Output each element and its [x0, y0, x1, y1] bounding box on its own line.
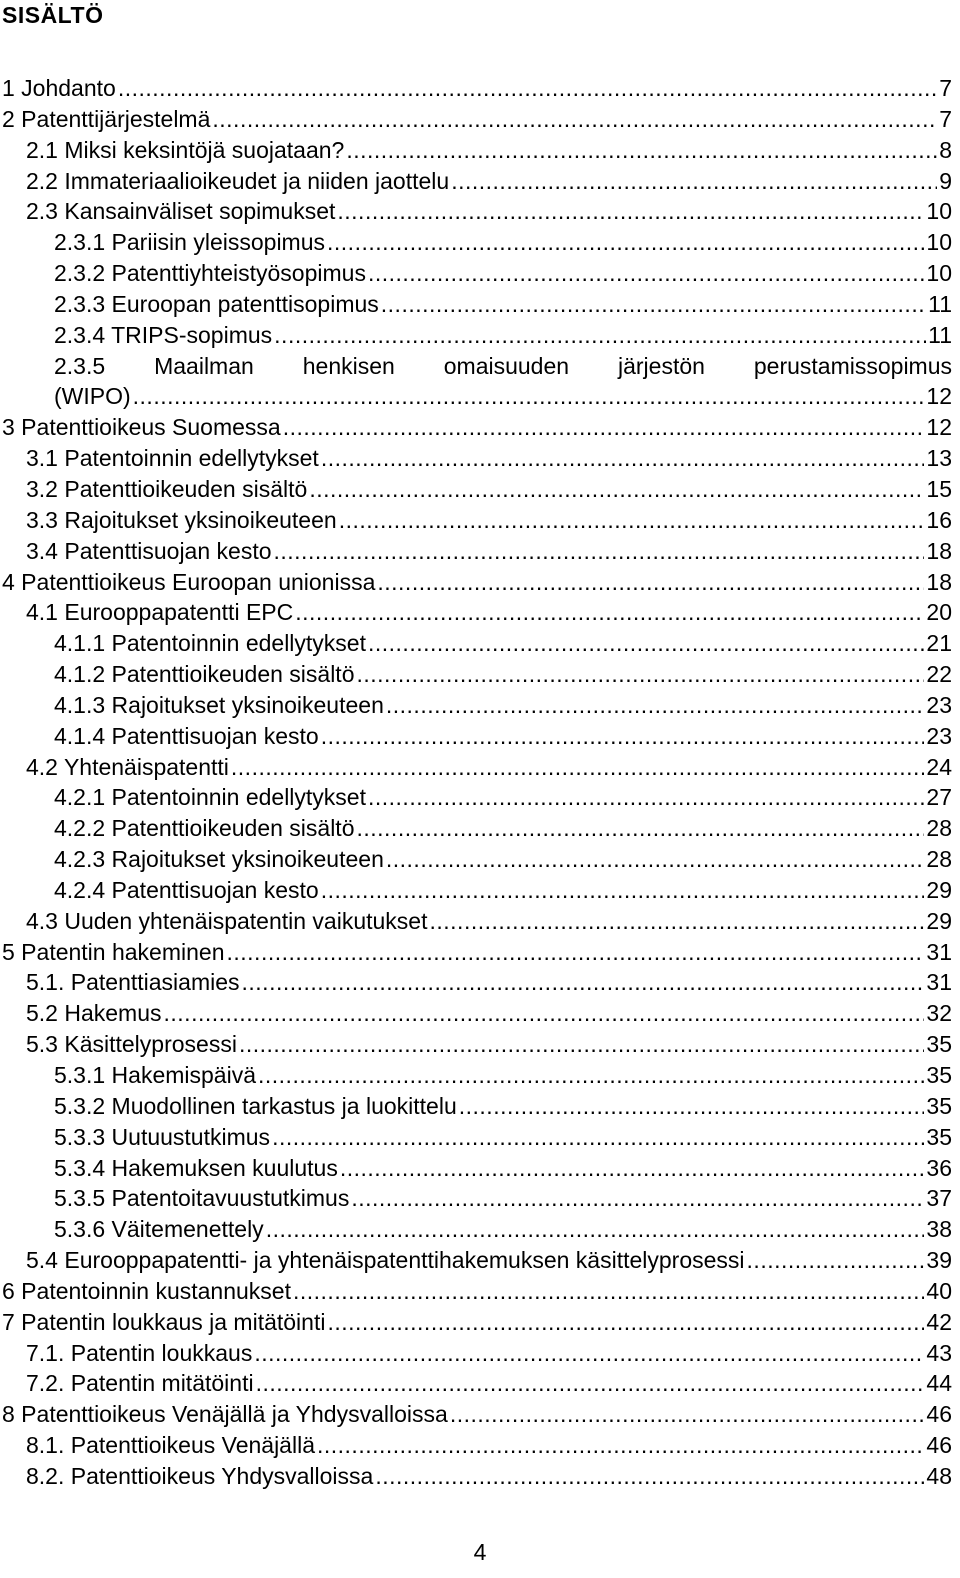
toc-entry[interactable] [0, 1245, 952, 1276]
toc-entry-page: 40 [926, 1277, 952, 1304]
toc-entry-title: 2.2 Immateriaalioikeudet ja niiden jaottelu [26, 167, 450, 194]
toc-entry-title: 3.1 Patentoinnin edellytykset [26, 445, 319, 472]
toc-entry-title: 4.2.4 Patenttisuojan kesto [54, 876, 319, 903]
toc-entry-page: 38 [926, 1216, 952, 1243]
toc-entry-title: 4.1.4 Patenttisuojan kesto [54, 722, 319, 749]
toc-entry-page: 39 [926, 1247, 952, 1274]
toc-entry-page: 27 [926, 784, 952, 811]
toc-entry-page: 22 [926, 661, 952, 688]
toc-entry[interactable] [0, 1060, 952, 1091]
toc-entry[interactable] [0, 1214, 952, 1245]
toc-entry-title: 4.1.3 Rajoitukset yksinoikeuteen [54, 691, 384, 718]
toc-entry[interactable] [0, 1276, 952, 1307]
toc-entry-page: 31 [926, 969, 952, 996]
toc-entry-title: 5.3.1 Hakemispäivä [54, 1062, 256, 1088]
page-number: 4 [473, 1539, 487, 1565]
toc-entry-title: 2.3.1 Pariisin yleissopimus [54, 229, 326, 256]
toc-entry-page: 11 [928, 321, 952, 348]
toc-entry-title: 5.2 Hakemus [26, 1000, 162, 1027]
toc-entry-page: 37 [926, 1185, 952, 1212]
toc-entry-title: 7 Patentin loukkaus ja mitätöinti [2, 1308, 326, 1335]
toc-dot-leader [327, 1307, 924, 1338]
toc-entry-title: 2.3.5 Maailman henkisen omaisuuden järjestön perustamissopimus [54, 352, 952, 379]
toc-entry-title: 2.1 Miksi keksintöjä suojataan? [26, 136, 345, 163]
toc-entry[interactable] [0, 937, 952, 968]
toc-entry[interactable] [0, 782, 952, 813]
toc-entry[interactable] [0, 227, 952, 258]
toc-entry-page: 43 [926, 1339, 952, 1366]
toc-dot-leader [339, 505, 925, 536]
toc-entry[interactable] [0, 412, 952, 443]
toc-dot-leader [337, 196, 924, 227]
toc-entry-page: 28 [926, 815, 952, 842]
toc-entry-page: 11 [928, 290, 952, 317]
toc-entry-title: 2.3 Kansainväliset sopimukset [26, 198, 336, 225]
toc-entry-title: 5.3.3 Uutuustutkimus [54, 1123, 271, 1150]
toc-entry-title: 8.2. Patenttioikeus Yhdysvalloissa [26, 1462, 374, 1489]
toc-entry-page: 35 [926, 1031, 952, 1058]
toc-entry-title-continuation: (WIPO) [54, 383, 131, 410]
toc-dot-leader [747, 1245, 925, 1276]
toc-entry[interactable] [0, 104, 952, 135]
toc-entry[interactable] [0, 1430, 952, 1461]
toc-entry[interactable] [0, 875, 952, 906]
toc-entry[interactable] [0, 906, 952, 937]
toc-dot-leader [317, 1430, 924, 1461]
toc-dot-leader [368, 782, 924, 813]
toc-dot-leader [133, 381, 925, 412]
toc-entry[interactable] [0, 567, 952, 598]
toc-entry[interactable] [0, 752, 952, 783]
toc-entry[interactable] [0, 443, 952, 474]
toc-entry-page: 24 [926, 753, 952, 780]
toc-entry-page: 16 [926, 506, 952, 533]
toc-entry-title: 2.3.2 Patenttiyhteistyösopimus [54, 260, 366, 287]
toc-entry[interactable] [0, 1307, 952, 1338]
toc-entry-title: 5.3.5 Patentoitavuustutkimus [54, 1185, 350, 1212]
toc-entry-page: 31 [926, 938, 952, 965]
toc-entry-title: 5.3 Käsittelyprosessi [26, 1031, 237, 1058]
toc-entry[interactable] [0, 166, 952, 197]
toc-entry[interactable] [0, 659, 952, 690]
toc-entry-title: 3.4 Patenttisuojan kesto [26, 537, 272, 564]
toc-dot-leader [386, 690, 925, 721]
toc-entry[interactable] [0, 1183, 952, 1214]
toc-entry-title: 3.2 Patenttioikeuden sisältö [26, 475, 308, 502]
toc-entry-title: 4 Patenttioikeus Euroopan unionissa [2, 568, 376, 595]
toc-entry-title: 2.3.3 Euroopan patenttisopimus [54, 290, 379, 317]
toc-entry[interactable] [0, 1153, 952, 1184]
toc-entry[interactable] [0, 1091, 952, 1122]
toc-dot-leader [274, 536, 925, 567]
toc-entry-continuation[interactable] [0, 381, 952, 412]
toc-entry-page: 35 [926, 1092, 952, 1119]
toc-entry-page: 7 [939, 75, 952, 101]
toc-entry-title: 2 Patenttijärjestelmä [2, 105, 211, 132]
toc-entry-page: 15 [926, 475, 952, 502]
toc-entry-title: 5 Patentin hakeminen [2, 938, 225, 965]
toc-entry-title: 4.1.2 Patenttioikeuden sisältö [54, 661, 355, 688]
toc-dot-leader [256, 1368, 925, 1399]
toc-dot-leader [356, 813, 924, 844]
toc-entry[interactable] [0, 1338, 952, 1369]
toc-dot-leader [212, 104, 937, 135]
toc-entry[interactable] [0, 597, 952, 628]
toc-dot-leader [254, 1338, 924, 1369]
toc-dot-leader [258, 1060, 924, 1091]
toc-dot-leader [381, 289, 926, 320]
toc-entry-title: 2.3.4 TRIPS-sopimus [54, 321, 273, 348]
toc-entry[interactable] [0, 505, 952, 536]
toc-dot-leader [346, 135, 937, 166]
toc-entry[interactable] [0, 1029, 952, 1060]
toc-entry-page: 8 [939, 136, 952, 163]
toc-entry-page: 35 [926, 1062, 952, 1088]
toc-entry[interactable] [0, 844, 952, 875]
toc-dot-leader [118, 73, 937, 104]
toc-entry-page: 46 [926, 1401, 952, 1428]
toc-entry[interactable] [0, 813, 952, 844]
toc-entry[interactable] [0, 320, 952, 351]
toc-dot-leader [386, 844, 925, 875]
toc-entry-page: 13 [926, 445, 952, 472]
toc-dot-leader [295, 597, 924, 628]
toc-dot-leader [293, 1276, 924, 1307]
toc-dot-leader [459, 1091, 925, 1122]
toc-dot-leader [231, 752, 925, 783]
toc-dot-leader [321, 721, 925, 752]
toc-entry-page: 12 [926, 383, 952, 410]
toc-entry-page: 35 [926, 1123, 952, 1150]
toc-entry-page: 23 [926, 691, 952, 718]
toc-dot-leader [327, 227, 924, 258]
toc-entry-page: 12 [926, 414, 952, 441]
toc-entry[interactable] [0, 289, 952, 320]
toc-entry[interactable] [0, 258, 952, 289]
toc-entry-title: 4.2.2 Patenttioikeuden sisältö [54, 815, 355, 842]
toc-dot-leader [368, 258, 924, 289]
toc-entry[interactable] [0, 536, 952, 567]
toc-entry-page: 7 [939, 105, 952, 132]
toc-entry-title: 4.2 Yhtenäispatentti [26, 753, 229, 780]
toc-entry[interactable] [0, 998, 952, 1029]
toc-dot-leader [274, 320, 926, 351]
toc-dot-leader [321, 875, 925, 906]
toc-dot-leader [272, 1122, 924, 1153]
toc-entry[interactable] [0, 721, 952, 752]
toc-entry[interactable] [0, 196, 952, 227]
toc-dot-leader [321, 443, 925, 474]
toc-dot-leader [375, 1461, 924, 1492]
table-of-contents [0, 73, 952, 1492]
toc-entry[interactable] [0, 967, 952, 998]
toc-dot-leader [351, 1183, 924, 1214]
toc-dot-leader [430, 906, 925, 937]
toc-dot-leader [242, 967, 925, 998]
toc-dot-leader [266, 1214, 925, 1245]
toc-entry-title: 8.1. Patenttioikeus Venäjällä [26, 1432, 315, 1459]
toc-dot-leader [368, 628, 924, 659]
toc-entry[interactable] [0, 135, 952, 166]
toc-entry-title: 4.1 Eurooppapatentti EPC [26, 599, 294, 626]
toc-entry-title: 8 Patenttioikeus Venäjällä ja Yhdysvalloissa [2, 1401, 448, 1428]
toc-entry-page: 9 [939, 167, 952, 194]
toc-entry[interactable] [0, 690, 952, 721]
toc-entry-page: 48 [926, 1462, 952, 1489]
toc-entry-title: 5.4 Eurooppapatentti- ja yhtenäispatenttihakemuksen käsittelyprosessi [26, 1247, 745, 1274]
toc-entry[interactable] [0, 628, 952, 659]
toc-entry[interactable] [0, 73, 952, 104]
toc-entry[interactable] [0, 474, 952, 505]
toc-entry-page: 29 [926, 907, 952, 934]
toc-entry-title: 7.1. Patentin loukkaus [26, 1339, 253, 1366]
toc-entry-title: 7.2. Patentin mitätöinti [26, 1370, 254, 1397]
toc-entry-page: 23 [926, 722, 952, 749]
toc-entry-page: 18 [926, 568, 952, 595]
toc-entry-page: 36 [926, 1154, 952, 1181]
toc-entry-page: 10 [926, 260, 952, 287]
toc-entry-page: 28 [926, 846, 952, 873]
toc-entry[interactable] [0, 1461, 952, 1492]
toc-dot-leader [377, 567, 924, 598]
toc-entry-title: 4.3 Uuden yhtenäispatentin vaikutukset [26, 907, 428, 934]
toc-entry[interactable] [0, 1399, 952, 1430]
toc-entry-title: 3.3 Rajoitukset yksinoikeuteen [26, 506, 337, 533]
toc-dot-leader [450, 1399, 925, 1430]
toc-entry-title: 5.1. Patenttiasiamies [26, 969, 240, 996]
toc-entry-title: 4.1.1 Patentoinnin edellytykset [54, 630, 366, 657]
page-title: SISÄLTÖ [2, 2, 104, 28]
toc-entry-page: 29 [926, 876, 952, 903]
toc-entry-page: 20 [926, 599, 952, 626]
toc-entry-page: 44 [926, 1370, 952, 1397]
toc-entry-page: 42 [926, 1308, 952, 1335]
toc-entry-page: 46 [926, 1432, 952, 1459]
toc-dot-leader [283, 412, 925, 443]
toc-entry[interactable] [0, 351, 952, 382]
toc-dot-leader [164, 998, 925, 1029]
toc-dot-leader [227, 937, 925, 968]
toc-dot-leader [309, 474, 924, 505]
toc-entry[interactable] [0, 1368, 952, 1399]
toc-dot-leader [356, 659, 924, 690]
toc-entry-title: 5.3.6 Väitemenettely [54, 1216, 264, 1243]
toc-entry[interactable] [0, 1122, 952, 1153]
toc-dot-leader [239, 1029, 924, 1060]
toc-entry-title: 6 Patentoinnin kustannukset [2, 1277, 291, 1304]
toc-entry-page: 21 [926, 630, 952, 657]
toc-entry-title: 5.3.4 Hakemuksen kuulutus [54, 1154, 338, 1181]
toc-entry-page: 10 [926, 198, 952, 225]
toc-dot-leader [451, 166, 937, 197]
toc-entry-title: 3 Patenttioikeus Suomessa [2, 414, 281, 441]
toc-entry-page: 10 [926, 229, 952, 256]
toc-entry-title: 4.2.3 Rajoitukset yksinoikeuteen [54, 846, 384, 873]
toc-entry-page: 32 [926, 1000, 952, 1027]
toc-entry-title: 5.3.2 Muodollinen tarkastus ja luokittelu [54, 1092, 457, 1119]
toc-entry-title: 4.2.1 Patentoinnin edellytykset [54, 784, 366, 811]
toc-dot-leader [340, 1153, 925, 1184]
toc-entry-page: 18 [926, 537, 952, 564]
toc-entry-title: 1 Johdanto [2, 75, 116, 101]
